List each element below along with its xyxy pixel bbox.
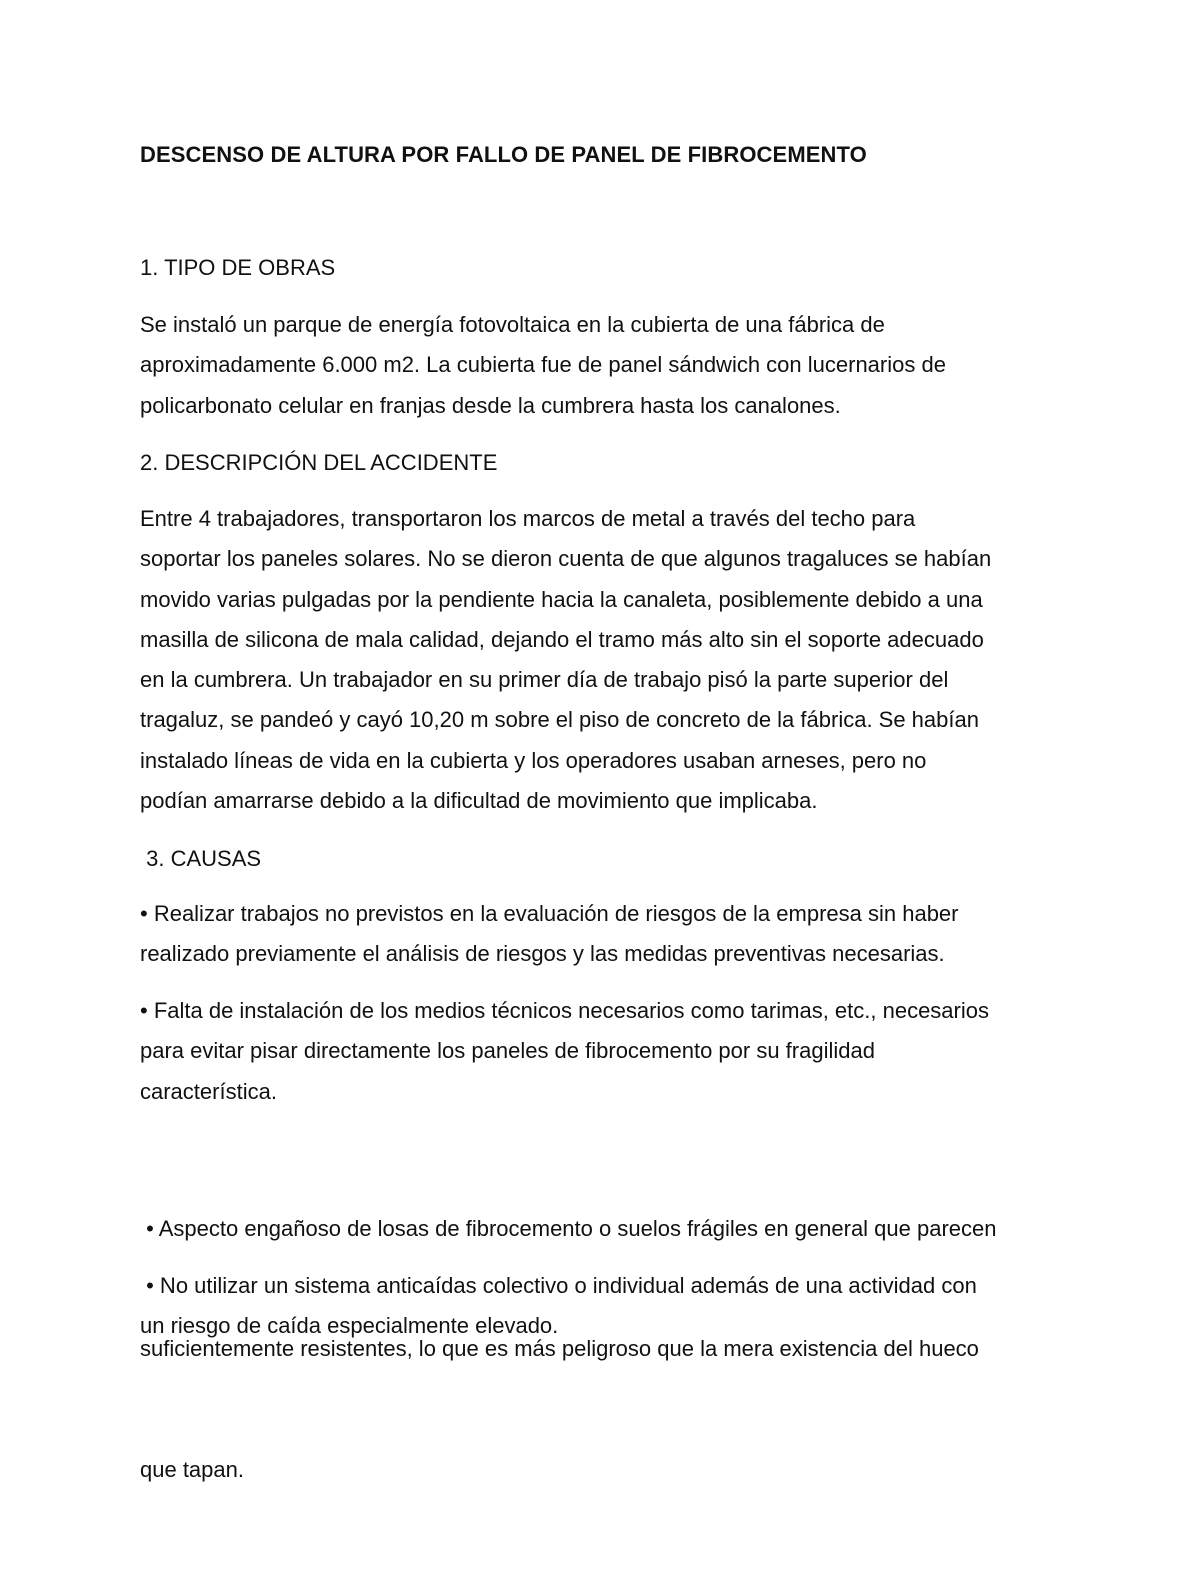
text-line: masilla de silicona de mala calidad, dejando el tramo más alto sin el soporte adecuado [140, 626, 984, 652]
cause-bullet [140, 894, 1070, 975]
text-line: Entre 4 trabajadores, transportaron los marcos de metal a través del techo para [140, 506, 916, 531]
section-heading-tipo-de-obras: 1. TIPO DE OBRAS [140, 255, 336, 280]
text-line: suficientemente resistentes, lo que es más peligroso que la mera existencia del hueco [140, 1336, 979, 1362]
text-line: podían amarrarse debido a la dificultad de movimiento que implicaba. [140, 788, 818, 814]
text-line: • Aspecto engañoso de losas de fibrocemento o suelos frágiles en general que parecen [140, 1215, 997, 1241]
text-line: tragaluz, se pandeó y cayó 10,20 m sobre el piso de concreto de la fábrica. Se habían [140, 707, 979, 733]
text-line: • Falta de instalación de los medios técnicos necesarios como tarimas, etc., necesarios [140, 998, 989, 1023]
text-line: un riesgo de caída especialmente elevado. [140, 1313, 559, 1339]
text-line: aproximadamente 6.000 m2. La cubierta fue de panel sándwich con lucernarios de [140, 352, 946, 378]
cause-bullet [140, 991, 1070, 1112]
section-heading-causas: 3. CAUSAS [140, 846, 262, 871]
text-line: policarbonato celular en franjas desde la cumbrera hasta los canalones. [140, 392, 841, 418]
section-heading-descripcion-del-accidente: 2. DESCRIPCIÓN DEL ACCIDENTE [140, 450, 498, 475]
text-line: para evitar pisar directamente los paneles de fibrocemento por su fragilidad [140, 1038, 875, 1064]
text-line: movido varias pulgadas por la pendiente hacia la canaleta, posiblemente debido a una [140, 586, 983, 612]
text-line: soportar los paneles solares. No se dieron cuenta de que algunos tragaluces se habían [140, 546, 992, 572]
text-line: característica. [140, 1078, 277, 1104]
text-line: en la cumbrera. Un trabajador en su primer día de trabajo pisó la parte superior del [140, 667, 949, 693]
cause-bullet [140, 1128, 1070, 1571]
text-line: • No utilizar un sistema anticaídas colectivo o individual además de una actividad con [140, 1273, 977, 1298]
text-line: realizado previamente el análisis de riesgos y las medidas preventivas necesarias. [140, 941, 945, 967]
text-line: Se instaló un parque de energía fotovoltaica en la cubierta de una fábrica de [140, 312, 885, 337]
text-line: instalado líneas de vida en la cubierta y los operadores usaban arneses, pero no [140, 747, 927, 773]
document-title: DESCENSO DE ALTURA POR FALLO DE PANEL DE FIBROCEMENTO [140, 142, 867, 167]
section-paragraph [140, 499, 1070, 821]
cause-bullet [140, 1266, 1070, 1347]
text-line: que tapan. [140, 1457, 244, 1483]
section-paragraph [140, 305, 1070, 426]
text-line: • Realizar trabajos no previstos en la evaluación de riesgos de la empresa sin haber [140, 901, 959, 926]
